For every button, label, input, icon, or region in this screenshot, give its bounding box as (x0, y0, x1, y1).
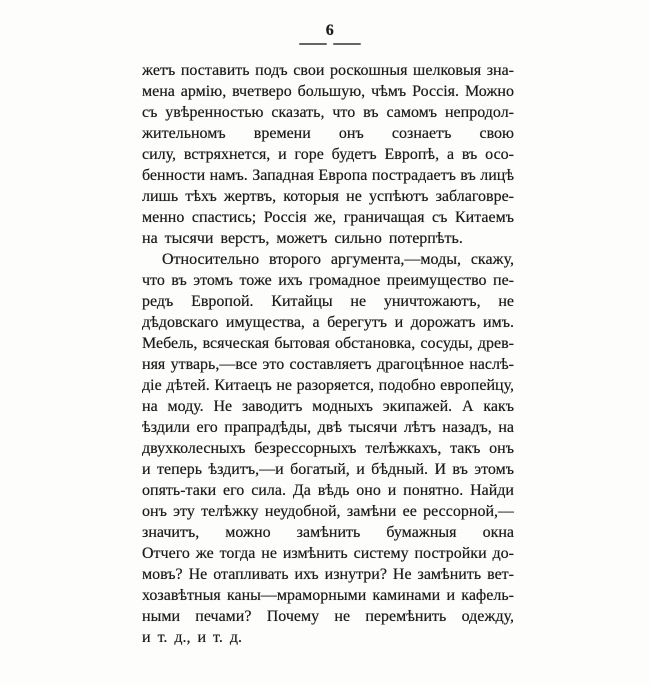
paragraph-2 (142, 249, 514, 648)
text-line: дѣдовскаго имущества, а берегутъ и дорожатъ имъ. (142, 314, 514, 331)
header-rule (297, 43, 363, 45)
header-rule-segment-left (299, 43, 327, 45)
text-line: на моду. Не заводитъ модныхъ экипажей. А какъ (142, 398, 514, 415)
text-line: двухколесныхъ безрессорныхъ телѣжкахъ, такъ онъ (142, 440, 514, 457)
text-line: онъ эту телѣжку неудобной, замѣни ее рессорной,— (142, 503, 514, 520)
text-line: лишь тѣхъ жертвъ, которыя не успѣютъ заблаговре- (142, 188, 514, 205)
paragraph-1 (142, 60, 514, 249)
text-line: Относительно второго аргумента,—моды, скажу, (162, 251, 514, 268)
text-line: значитъ, можно замѣнить бумажныя окна (142, 524, 514, 541)
text-line: жетъ поставить подъ свои роскошныя шелковыя зна- (142, 62, 514, 79)
text-line: мовъ? Не отапливать ихъ изнутри? Не замѣнить вет- (142, 566, 514, 583)
text-line: съ увѣренностью сказать, что въ самомъ непродол- (142, 104, 514, 121)
text-line: хозавѣтныя каны—мраморными каминами и кафель- (142, 587, 514, 604)
text-line: опять-таки его сила. Да вѣдь оно и понятно. Найди (142, 482, 514, 499)
header-rule-segment-right (333, 43, 361, 45)
text-line: діе дѣтей. Китаецъ не разоряется, подобно европейцу, (142, 377, 514, 394)
text-line: на тысячи верстъ, можетъ сильно потерпѣть. (142, 230, 463, 247)
body-text (142, 60, 514, 648)
text-line: что въ этомъ тоже ихъ громадное преимущество пе- (142, 272, 514, 289)
text-line: ными печами? Почему не перемѣнить одежду, (142, 608, 514, 625)
text-line: менно спастись; Россія же, граничащая съ Китаемъ (142, 209, 514, 226)
text-line: Мебель, всяческая бытовая обстановка, сосуды, древ- (142, 335, 514, 352)
text-line: жительномъ времени онъ сознаетъ свою (142, 125, 514, 142)
text-line: и теперь ѣздитъ,—и богатый, и бѣдный. И въ этомъ (142, 461, 514, 478)
text-line: бенности намъ. Западная Европа пострадаетъ въ лицѣ (142, 167, 514, 184)
text-line: редъ Европой. Китайцы не уничтожаютъ, не (142, 293, 514, 310)
page-header (0, 22, 650, 45)
text-line: и т. д., и т. д. (142, 629, 242, 646)
text-line: ѣздили его прапрадѣды, двѣ тысячи лѣтъ назадъ, на (142, 419, 514, 436)
page-number: 6 (325, 22, 335, 39)
text-line: силу, встряхнется, и горе будетъ Европѣ, а въ осо- (142, 146, 514, 163)
text-line: мена армію, вчетверо большую, чѣмъ Россія. Можно (142, 83, 514, 100)
text-line: няя утварь,—все это составляетъ драгоцѣнное наслѣ- (142, 356, 514, 373)
text-line: Отчего же тогда не измѣнить систему постройки до- (142, 545, 514, 562)
